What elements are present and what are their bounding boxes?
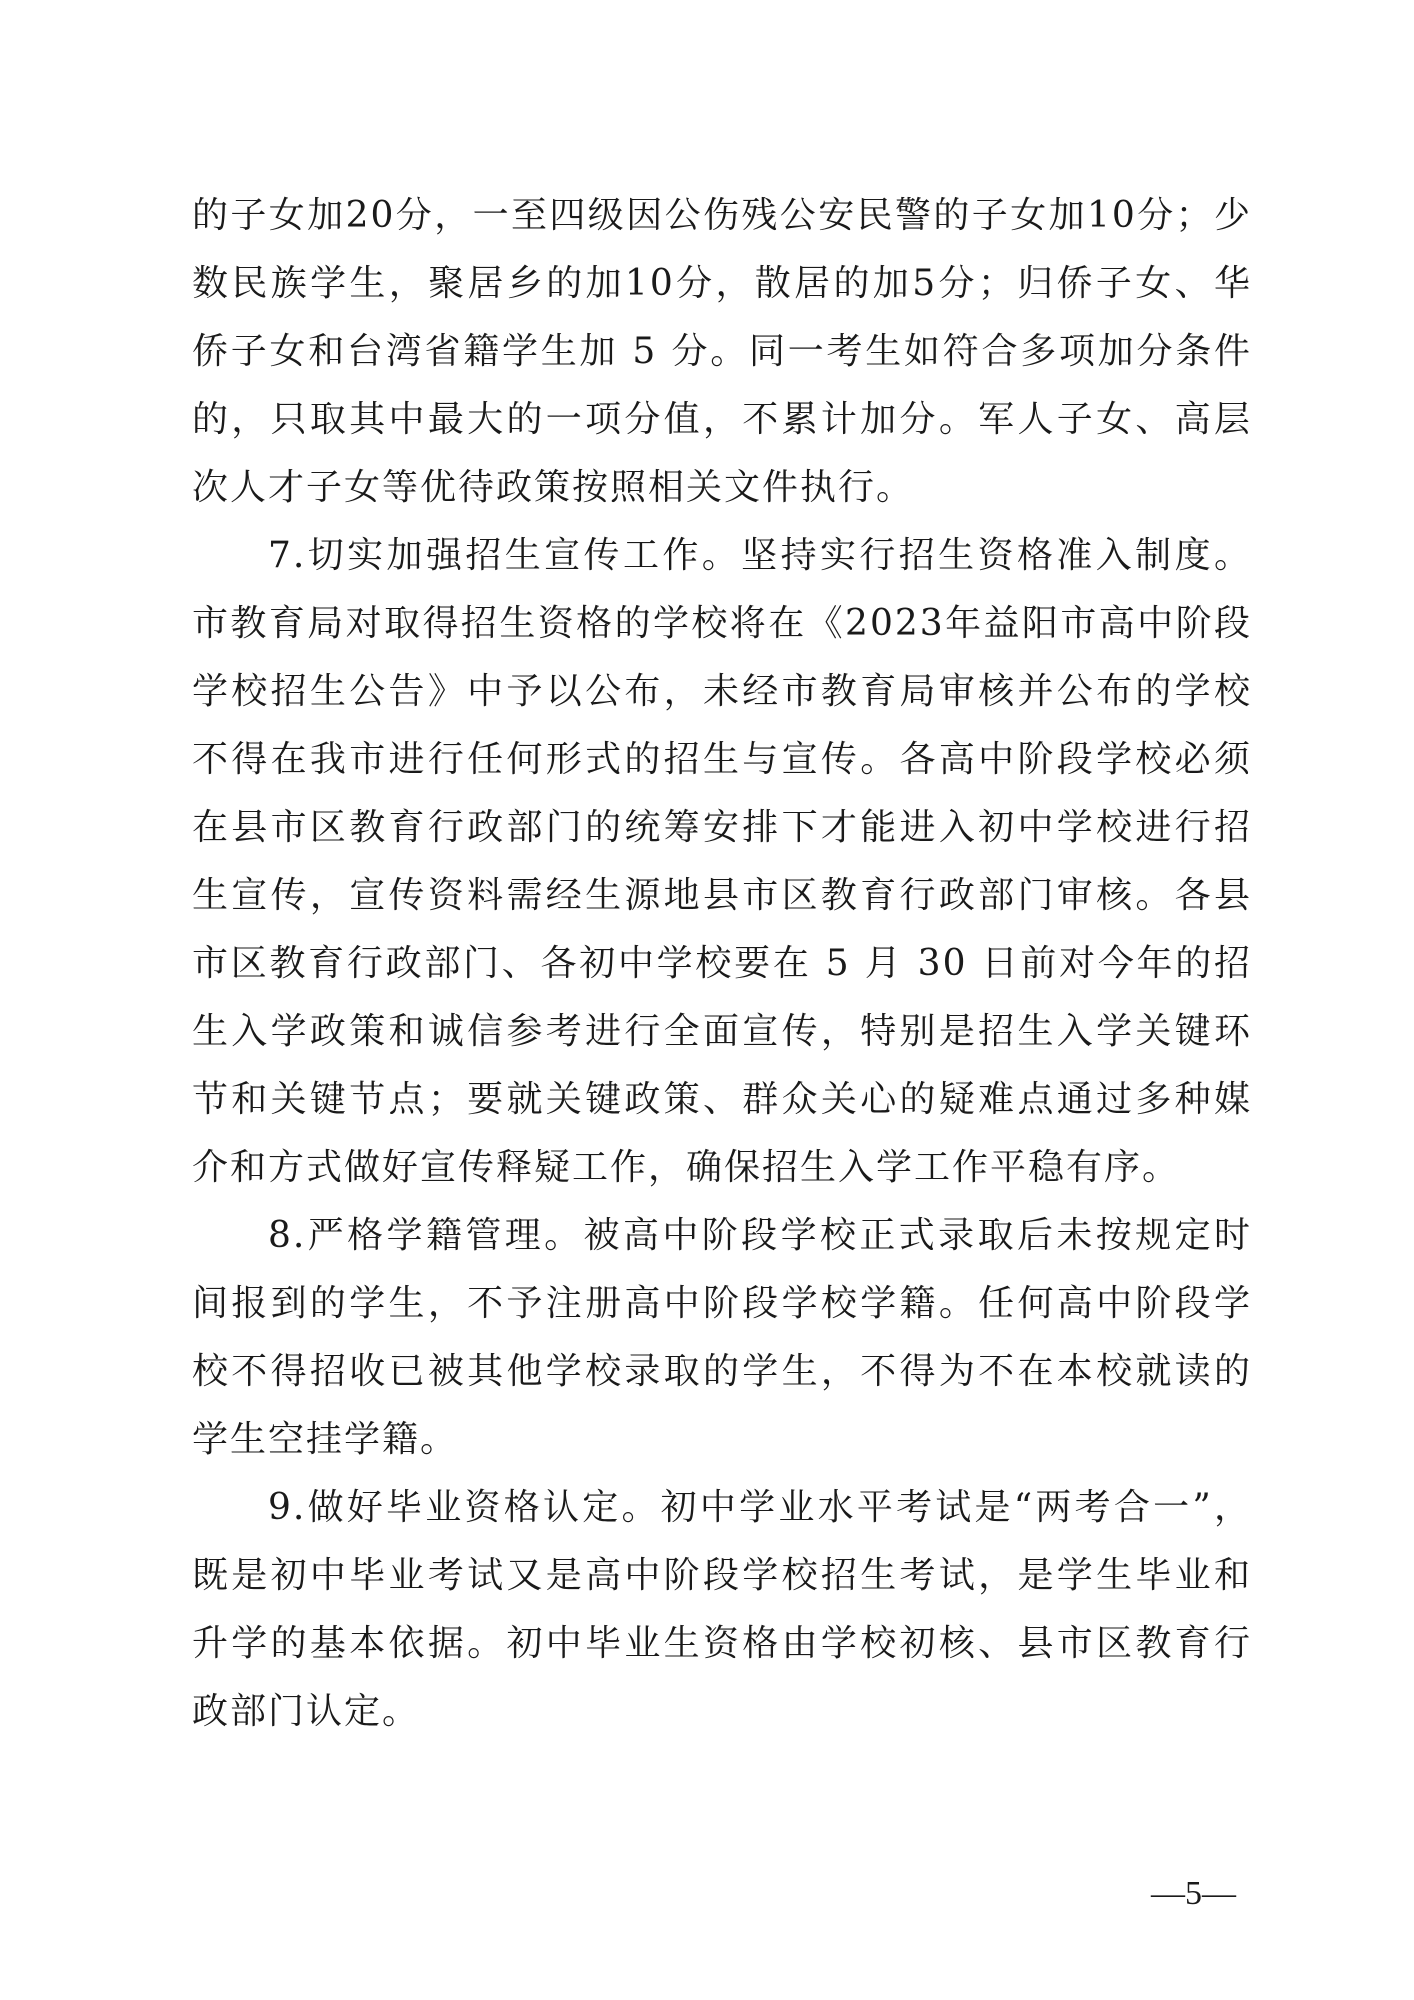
paragraph-continued-bonus-points: 的子女加20分，一至四级因公伤残公安民警的子女加10分；少数民族学生，聚居乡的加10分，散居的加5分；归侨子女、华侨子女和台湾省籍学生加 5 分。同一考生如符合多项加分条件的，只取其中最大的一项分值，不累计加分。军人子女、高层次人才子女等优待政策按照相关文件执行。 (192, 195, 1252, 508)
paragraph-7-admission-publicity: 7.切实加强招生宣传工作。坚持实行招生资格准入制度。市教育局对取得招生资格的学校将在《2023年益阳市高中阶段学校招生公告》中予以公布，未经市教育局审核并公布的学校不得在我市进行任何形式的招生与宣传。各高中阶段学校必须在县市区教育行政部门的统筹安排下才能进入初中学校进行招生宣传，宣传资料需经生源地县市区教育行政部门审核。各县市区教育行政部门、各初中学校要在 5 月 30 日前对今年的招生入学政策和诚信参考进行全面宣传，特别是招生入学关键环节和关键节点；要就关键政策、群众关心的疑难点通过多种媒介和方式做好宣传释疑工作，确保招生入学工作平稳有序。 (192, 535, 1252, 1188)
paragraph-9-graduation-qualification: 9.做好毕业资格认定。初中学业水平考试是“两考合一”，既是初中毕业考试又是高中阶段学校招生考试，是学生毕业和升学的基本依据。初中毕业生资格由学校初核、县市区教育行政部门认定。 (192, 1487, 1252, 1732)
paragraph-8-student-records: 8.严格学籍管理。被高中阶段学校正式录取后未按规定时间报到的学生，不予注册高中阶段学校学籍。任何高中阶段学校不得招收已被其他学校录取的学生，不得为不在本校就读的学生空挂学籍。 (192, 1215, 1252, 1460)
document-body (192, 182, 1252, 1746)
page-number: —5— (1151, 1875, 1236, 1912)
